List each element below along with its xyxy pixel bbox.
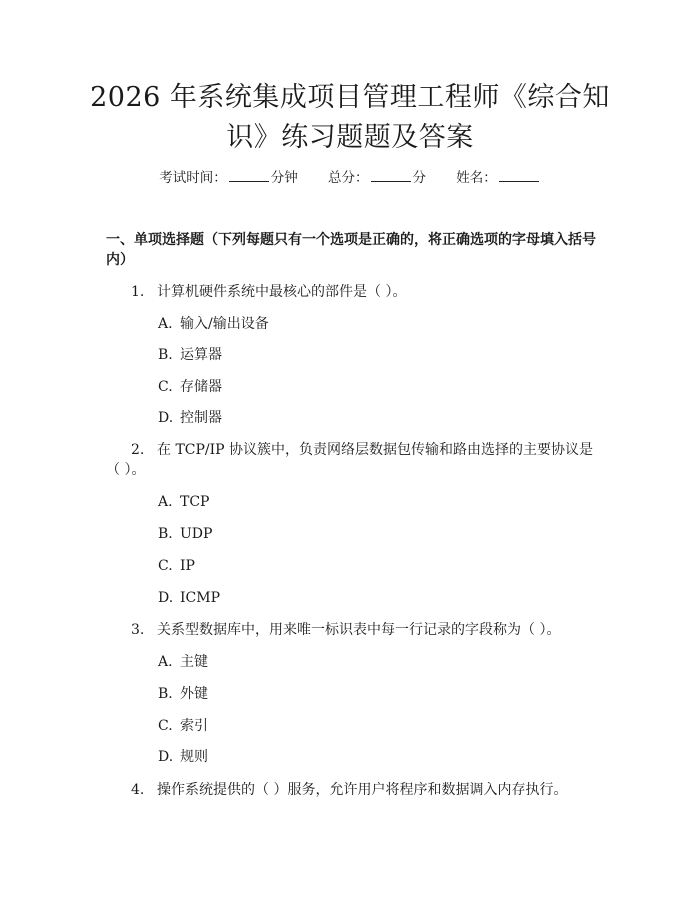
option-text: IP xyxy=(180,558,195,574)
option-a xyxy=(158,314,269,334)
question-number: 4. xyxy=(131,782,145,798)
total-score-blank xyxy=(371,169,411,182)
option-letter: D. xyxy=(158,749,174,765)
option-text: ICMP xyxy=(180,590,220,606)
option-letter: B. xyxy=(158,686,173,702)
option-c xyxy=(158,556,195,576)
total-score-label: 总分： xyxy=(328,170,369,186)
option-d xyxy=(158,747,208,767)
exam-time xyxy=(159,168,298,188)
option-letter: A. xyxy=(158,654,173,670)
option-a xyxy=(158,652,208,672)
option-b xyxy=(158,345,222,365)
option-letter: C. xyxy=(158,379,173,395)
option-letter: C. xyxy=(158,718,173,734)
exam-meta xyxy=(0,168,700,188)
question-3 xyxy=(106,620,596,640)
question-number: 1. xyxy=(131,284,145,300)
option-b xyxy=(158,524,212,544)
total-score-unit: 分 xyxy=(412,170,426,186)
name-label: 姓名： xyxy=(456,170,497,186)
option-text: 控制器 xyxy=(180,410,222,426)
option-text: 运算器 xyxy=(180,347,222,363)
option-text: UDP xyxy=(180,526,213,542)
option-letter: A. xyxy=(158,494,173,510)
question-number: 3. xyxy=(131,622,145,638)
question-text: 在 TCP/IP 协议簇中，负责网络层数据包传输和路由选择的主要协议是（ ）。 xyxy=(106,442,594,478)
option-text: 输入/输出设备 xyxy=(180,316,269,332)
option-d xyxy=(158,588,220,608)
option-b xyxy=(158,684,208,704)
question-1 xyxy=(106,282,596,302)
option-letter: B. xyxy=(158,526,173,542)
section-heading: 一、单项选择题（下列每题只有一个选项是正确的，将正确选项的字母填入括号内） xyxy=(106,232,596,268)
question-2 xyxy=(106,440,596,480)
option-text: TCP xyxy=(180,494,210,510)
option-letter: B. xyxy=(158,347,173,363)
exam-time-label: 考试时间： xyxy=(159,170,227,186)
exam-time-unit: 分钟 xyxy=(270,170,298,186)
question-4 xyxy=(106,780,596,800)
exam-time-blank xyxy=(229,169,269,182)
option-letter: D. xyxy=(158,410,174,426)
question-number: 2. xyxy=(131,442,145,458)
option-letter: D. xyxy=(158,590,174,606)
question-text: 计算机硬件系统中最核心的部件是（ ）。 xyxy=(157,284,407,300)
option-text: 索引 xyxy=(180,718,208,734)
document-title: 2026 年系统集成项目管理工程师《综合知识》练习题题及答案 xyxy=(90,82,610,153)
option-text: 存储器 xyxy=(180,379,222,395)
total-score xyxy=(328,168,426,188)
question-text: 关系型数据库中，用来唯一标识表中每一行记录的字段称为（ ）。 xyxy=(157,622,561,638)
name-blank xyxy=(499,169,539,182)
option-text: 外键 xyxy=(180,686,208,702)
option-text: 规则 xyxy=(180,749,208,765)
option-c xyxy=(158,377,222,397)
question-text: 操作系统提供的（ ）服务，允许用户将程序和数据调入内存执行。 xyxy=(157,782,568,798)
option-text: 主键 xyxy=(180,654,208,670)
option-letter: C. xyxy=(158,558,173,574)
student-name xyxy=(456,168,541,188)
option-a xyxy=(158,492,209,512)
option-d xyxy=(158,408,222,428)
option-letter: A. xyxy=(158,316,173,332)
option-c xyxy=(158,716,208,736)
